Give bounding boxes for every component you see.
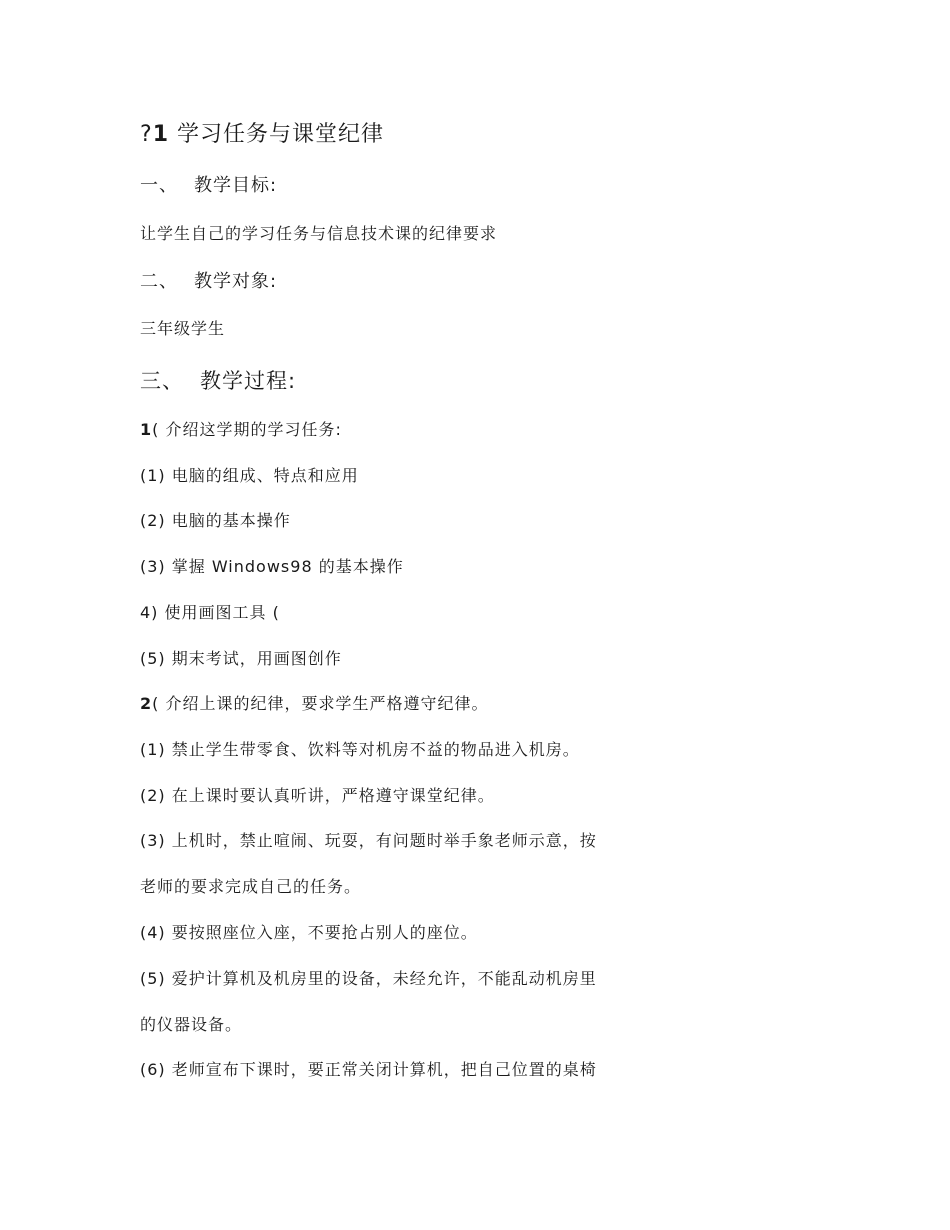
part-number: 1	[140, 420, 153, 439]
rule-line: (3) 上机时，禁止喧闹、玩耍，有问题时举手象老师示意，按	[140, 831, 597, 850]
title-number: 1	[152, 122, 169, 147]
part-2-heading	[140, 696, 488, 712]
goal-paragraph: 让学生自己的学习任务与信息技术课的纪律要求	[140, 224, 498, 243]
section-text: 教学对象:	[194, 271, 278, 292]
section-label: 三、	[140, 369, 184, 393]
audience-paragraph: 三年级学生	[140, 319, 226, 338]
section-heading-audience	[140, 273, 277, 291]
section-label: 一、	[140, 175, 178, 196]
rule-line: (6) 老师宣布下课时，要正常关闭计算机，把自己位置的桌椅	[140, 1060, 597, 1079]
part-text: ( 介绍这学期的学习任务:	[152, 420, 342, 439]
rule-line: (5) 爱护计算机及机房里的设备，未经允许，不能乱动机房里	[140, 969, 597, 988]
task-item: (2) 电脑的基本操作	[140, 511, 291, 530]
part-number: 2	[140, 694, 153, 713]
part-1-heading	[140, 422, 342, 438]
task-item: (3) 掌握 Windows98 的基本操作	[140, 557, 404, 576]
section-text: 教学目标:	[194, 175, 278, 196]
task-item: (1) 电脑的组成、特点和应用	[140, 466, 359, 485]
section-text: 教学过程:	[200, 369, 297, 393]
section-label: 二、	[140, 271, 178, 292]
title-text: 学习任务与课堂纪律	[177, 122, 385, 147]
task-item: (5) 期末考试，用画图创作	[140, 649, 342, 668]
rule-line: (1) 禁止学生带零食、饮料等对机房不益的物品进入机房。	[140, 740, 580, 759]
section-heading-goals	[140, 177, 277, 195]
part-text: ( 介绍上课的纪律，要求学生严格遵守纪律。	[152, 694, 489, 713]
title-prefix: ?	[140, 122, 153, 147]
document-title	[140, 124, 384, 146]
rule-line: (2) 在上课时要认真听讲，严格遵守课堂纪律。	[140, 786, 495, 805]
section-heading-process	[140, 371, 296, 392]
task-item: 4) 使用画图工具 (	[140, 603, 280, 622]
rule-line: 老师的要求完成自己的任务。	[140, 877, 362, 896]
rule-line: 的仪器设备。	[140, 1015, 243, 1034]
rule-line: (4) 要按照座位入座，不要抢占别人的座位。	[140, 923, 478, 942]
